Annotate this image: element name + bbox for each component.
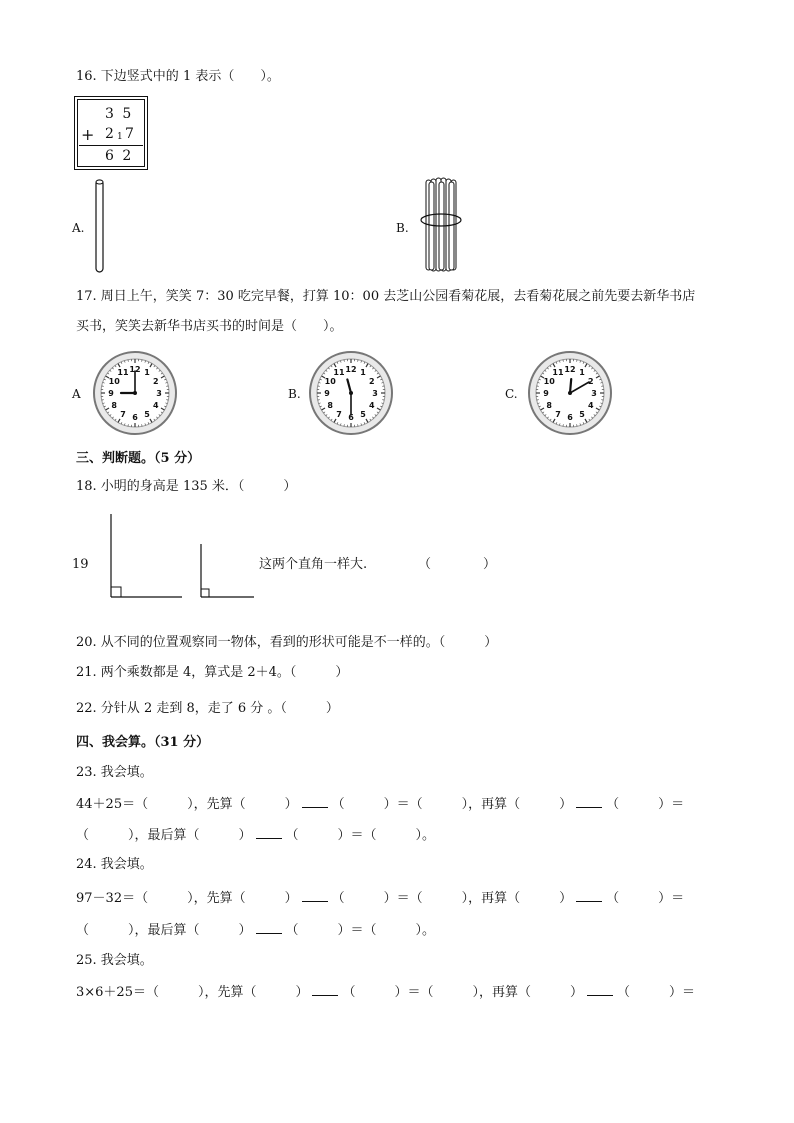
q25-line1	[76, 984, 695, 999]
q23-line2	[76, 827, 435, 842]
clock-number: 5	[579, 409, 585, 419]
q23-line1-part-c: （ ）＝	[606, 797, 685, 812]
q17-option-a-label[interactable]: A	[72, 387, 81, 401]
clock-number: 10	[324, 377, 336, 386]
clock-number: 9	[543, 389, 549, 398]
clock-number: 10	[543, 377, 555, 386]
vertical-sum-row2-tens: 2	[105, 126, 114, 142]
q24-line2-part-a: （ ），最后算（ ）	[76, 923, 252, 938]
q17-option-c-label[interactable]: C.	[505, 387, 518, 401]
clock-number: 4	[368, 401, 375, 410]
clock-c	[527, 350, 613, 436]
clock-number: 11	[333, 368, 345, 378]
vertical-sum-box	[74, 96, 148, 170]
clock-number: 8	[111, 401, 118, 410]
clock-number: 4	[152, 401, 159, 410]
clock-number: 12	[564, 365, 576, 374]
right-angle-2	[198, 544, 258, 600]
clock-number: 11	[552, 368, 564, 378]
clock-number: 2	[152, 377, 159, 386]
clock-number: 9	[324, 389, 330, 398]
q25-operator-blank-1[interactable]	[312, 984, 338, 996]
q23-line2-part-a: （ ），最后算（ ）	[76, 828, 252, 843]
clock-number: 7	[555, 409, 561, 419]
clock-center-pin	[349, 391, 353, 395]
q18-text: 18. 小明的身高是 135 米．（ ）	[76, 479, 297, 494]
q21-text: 21. 两个乘数都是 4，算式是 2＋4。（ ）	[76, 665, 349, 680]
q25-operator-blank-2[interactable]	[587, 984, 613, 996]
clock-number: 9	[108, 389, 114, 398]
clock-number: 12	[129, 365, 141, 374]
clock-number: 10	[108, 377, 120, 386]
q17-line1: 17. 周日上午，笑笑 7：30 吃完早餐，打算 10：00 去芝山公园看菊花展，去看菊花展之前先要去新华书店	[76, 289, 696, 304]
q24-line1-part-c: （ ）＝	[606, 891, 685, 906]
q20-text: 20. 从不同的位置观察同一物体，看到的形状可能是不一样的。（ ）	[76, 635, 498, 650]
q23-line2-part-b: （ ）＝（ ）。	[285, 828, 436, 843]
q17-line2: 买书，笑笑去新华书店买书的时间是（ ）。	[76, 319, 343, 334]
q24-operator-blank-3[interactable]	[256, 922, 282, 934]
vertical-sum-line	[79, 145, 143, 146]
vertical-sum-carry: 1	[117, 132, 123, 142]
stick-bundle-image	[418, 176, 466, 276]
q23-line1	[76, 796, 684, 811]
q24-operator-blank-2[interactable]	[576, 890, 602, 902]
q23-title: 23. 我会填。	[76, 765, 153, 780]
q23-operator-blank-2[interactable]	[576, 796, 602, 808]
q23-line1-part-b: （ ）＝（ ），再算（ ）	[331, 797, 573, 812]
clock-number: 12	[345, 365, 357, 374]
section4-title: 四、我会算。（31 分）	[76, 735, 210, 750]
clock-center-pin	[568, 391, 572, 395]
single-stick-image	[94, 178, 106, 274]
clock-a	[92, 350, 178, 436]
q19-paren: （ ）	[418, 557, 497, 572]
clock-number: 8	[546, 401, 553, 410]
q24-line2-part-b: （ ）＝（ ）。	[285, 923, 436, 938]
q25-line1-part-b: （ ）＝（ ），再算（ ）	[342, 985, 583, 1000]
clock-number: 5	[144, 409, 150, 419]
q24-line1	[76, 890, 684, 905]
right-angle-1	[108, 514, 186, 600]
clock-number: 6	[567, 413, 573, 422]
q16-text: 16. 下边竖式中的 1 表示（ ）。	[76, 69, 280, 84]
clock-center-pin	[133, 391, 137, 395]
clock-number: 7	[336, 409, 342, 419]
q19-text: 这两个直角一样大.	[259, 557, 368, 572]
clock-b	[308, 350, 394, 436]
section3-title: 三、判断题。（5 分）	[76, 451, 201, 466]
vertical-sum-plus: +	[81, 125, 95, 144]
clock-number: 3	[591, 389, 597, 398]
clock-number: 2	[587, 377, 594, 386]
clock-number: 1	[360, 368, 366, 378]
vertical-sum-result: 6 2	[105, 148, 134, 164]
clock-number: 8	[327, 401, 334, 410]
q23-operator-blank-3[interactable]	[256, 827, 282, 839]
q24-title: 24. 我会填。	[76, 857, 153, 872]
q19-number: 19	[72, 557, 89, 572]
clock-number: 4	[587, 401, 594, 410]
q25-line1-part-c: （ ）＝	[617, 985, 696, 1000]
q16-option-b-label[interactable]: B.	[396, 221, 409, 235]
clock-number: 11	[117, 368, 129, 378]
q24-line2	[76, 922, 435, 937]
vertical-sum-row2-ones: 7	[125, 126, 134, 142]
clock-number: 2	[368, 377, 375, 386]
q24-operator-blank-1[interactable]	[302, 890, 328, 902]
q24-line1-part-b: （ ）＝（ ），再算（ ）	[331, 891, 573, 906]
clock-number: 3	[156, 389, 162, 398]
q23-operator-blank-1[interactable]	[302, 796, 328, 808]
q16-option-a-label[interactable]: A.	[72, 221, 85, 235]
clock-number: 7	[120, 409, 126, 419]
hour-hand	[570, 379, 571, 393]
q24-line1-part-a: 97－32＝（ ），先算（ ）	[76, 891, 298, 906]
clock-number: 6	[348, 413, 354, 422]
q22-text: 22. 分针从 2 走到 8，走了 6 分 。（ ）	[76, 701, 339, 716]
q17-option-b-label[interactable]: B.	[288, 387, 301, 401]
clock-number: 6	[132, 413, 138, 422]
vertical-sum-row1: 3 5	[105, 106, 134, 122]
clock-number: 5	[360, 409, 366, 419]
q23-line1-part-a: 44＋25＝（ ），先算（ ）	[76, 797, 298, 812]
clock-number: 1	[144, 368, 150, 378]
clock-number: 3	[372, 389, 378, 398]
q25-title: 25. 我会填。	[76, 953, 153, 968]
clock-number: 1	[579, 368, 585, 378]
q25-line1-part-a: 3×6＋25＝（ ），先算（ ）	[76, 985, 309, 1000]
